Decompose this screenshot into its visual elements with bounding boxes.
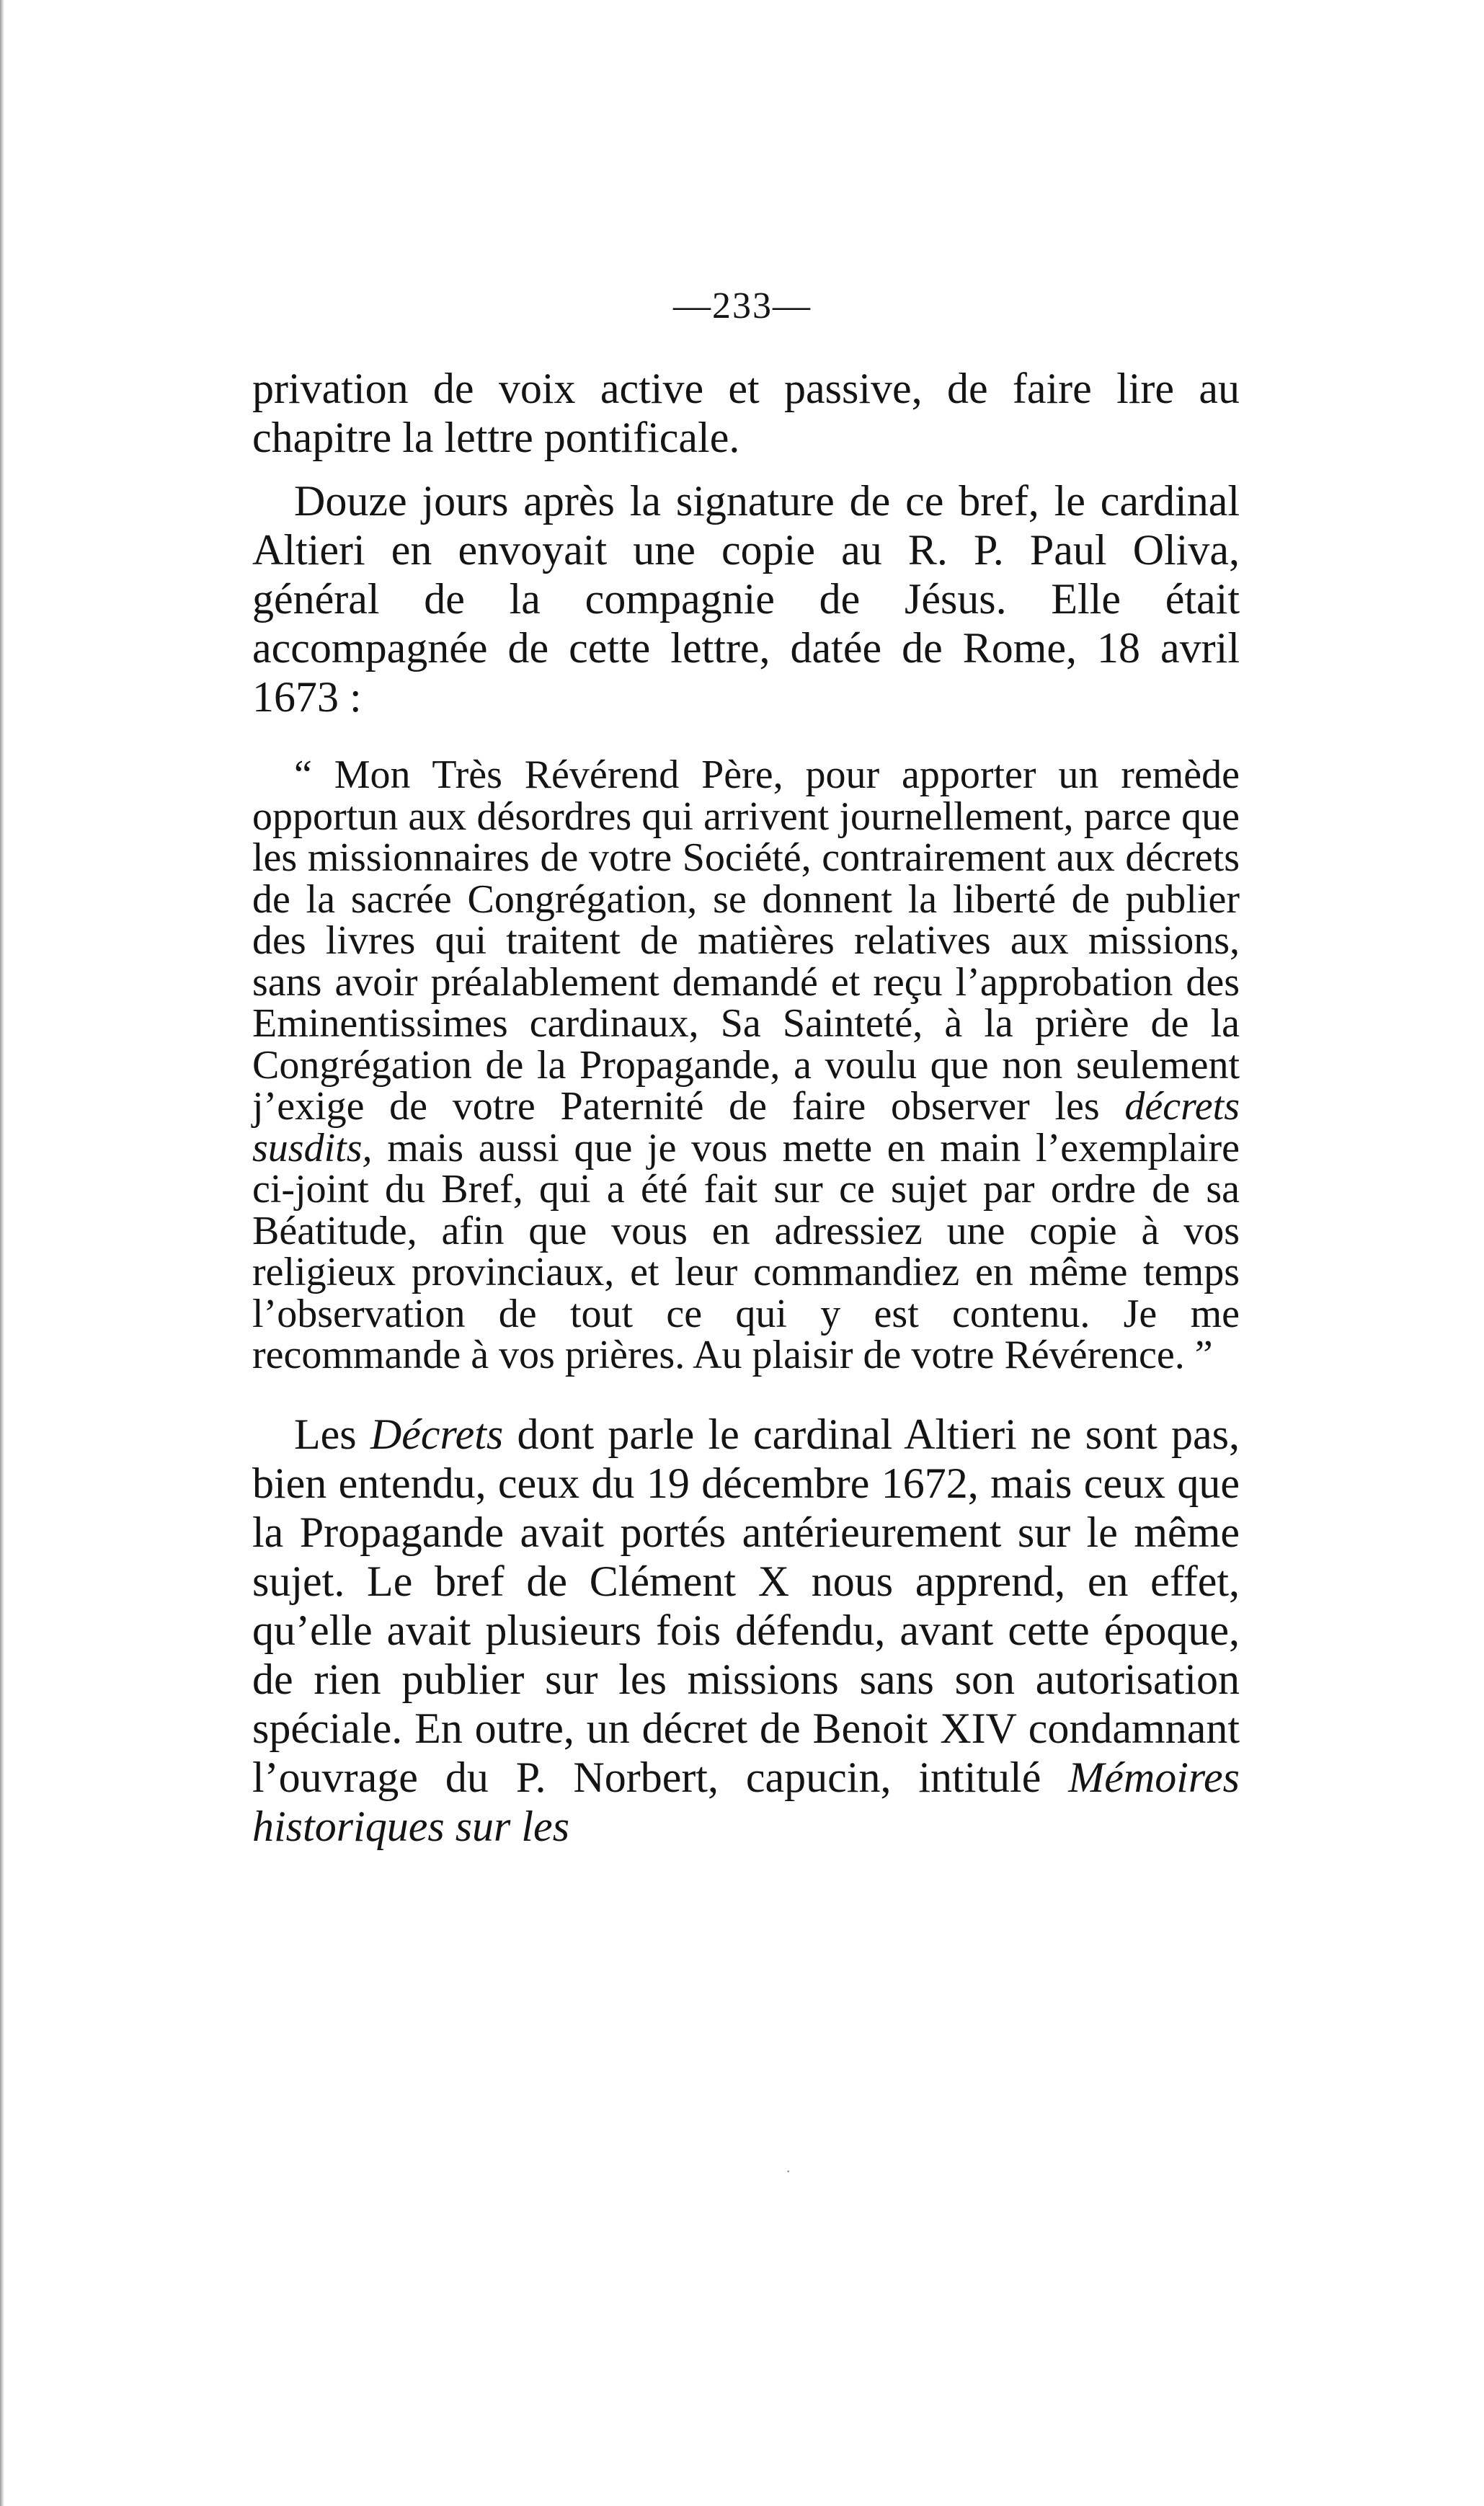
paragraph-cardinal-letter-intro: Douze jours après la signature de ce bref, le cardinal Altieri en envoyait une copie au R. P. Paul Oliva, général de la compagnie de Jésus. Elle était accompagnée de cette lettre, datée de Rome, 18 avril 1673 : (252, 477, 1240, 721)
commentary-italic-decrets: Décrets (370, 1410, 504, 1458)
commentary-lead: Les (294, 1410, 357, 1458)
ink-speck: · (786, 2162, 791, 2180)
page-edge-shadow (0, 0, 4, 2506)
quote-text-before-italic: “ Mon Très Révérend Père, pour apporter un remède opportun aux désordres qui arrivent journellement, parce que les missionnaires de votre Société, contrairement aux décrets de la sacrée Congrégation, se donnent la liberté de publier des livres qui traitent de matières relatives aux missions, sans avoir préalablement demandé et reçu l’approbation des Eminentissimes cardinaux, Sa Sainteté, à la prière de la Congrégation de la Propagande, a voulu que non seulement j’exige de votre Paternité de faire observer les (252, 752, 1240, 1129)
quote-italic-phrase: décrets susdits, (252, 1084, 1240, 1170)
body-text (252, 364, 1240, 1851)
commentary-body: dont parle le cardinal Altieri ne sont pas, bien entendu, ceux du 19 décembre 1672, mais ceux que la Propagande avait portés antérieurement sur le même sujet. Le bref de Clément X nous apprend, en effet, qu’elle avait plusieurs fois défendu, avant cette époque, de rien publier sur les missions sans son autorisation spéciale. En outre, un décret de Benoit XIV condamnant l’ouvrage du P. Norbert, capucin, intitulé (252, 1410, 1240, 1801)
page-number: —233— (673, 285, 812, 326)
paragraph-decrets-commentary (252, 1410, 1240, 1851)
paragraph-quoted-letter (252, 752, 1240, 1377)
paragraph-continuation: privation de voix active et passive, de faire lire au chapitre la lettre pontificale. (252, 365, 1240, 461)
quote-text-after-italic: mais aussi que je vous mette en main l’exemplaire ci-joint du Bref, qui a été fait sur ce sujet par ordre de sa Béatitude, afin que vous en adressiez une copie à vos religieux provinciaux, et leur commandiez en même temps l’observation de tout ce qui y est contenu. Je me recommande à vos prières. Au plaisir de votre Révérence. ” (252, 1125, 1240, 1377)
commentary-italic-title: Mémoires historiques sur les (252, 1753, 1240, 1850)
